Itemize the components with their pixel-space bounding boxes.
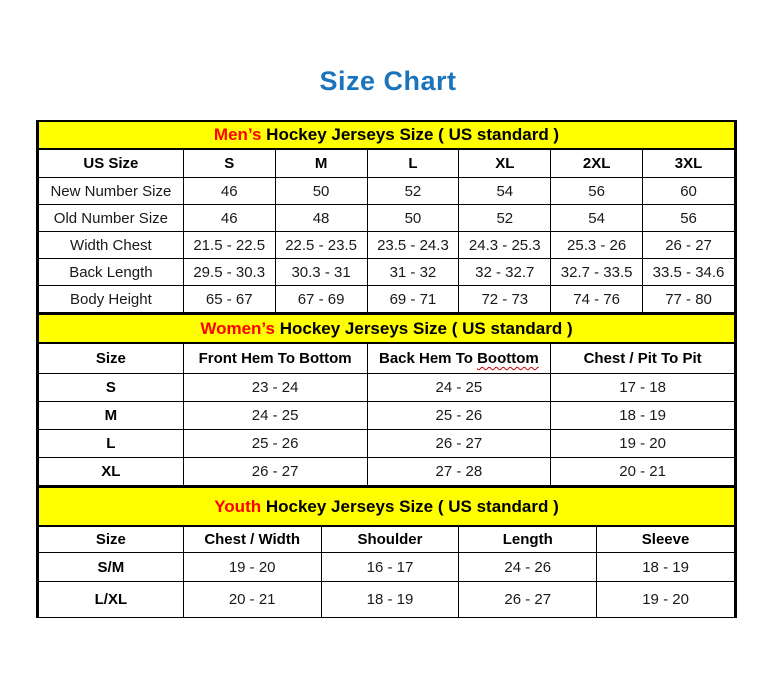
column-header-size: Size xyxy=(39,526,184,553)
cell: 24 - 25 xyxy=(367,374,551,402)
table-row-back-length xyxy=(39,259,735,286)
cell: 26 - 27 xyxy=(367,430,551,458)
cell: 17 - 18 xyxy=(551,374,735,402)
cell: 19 - 20 xyxy=(183,553,321,582)
table-row-youth-lxl xyxy=(39,582,735,618)
row-label: L/XL xyxy=(39,582,184,618)
column-header-us-size: US Size xyxy=(39,149,184,178)
table-row-width-chest xyxy=(39,232,735,259)
back-hem-label: Back Hem To xyxy=(378,350,478,367)
cell: 32 - 32.7 xyxy=(459,259,551,286)
cell: 46 xyxy=(183,205,275,232)
cell: 33.5 - 34.6 xyxy=(643,259,735,286)
cell: 18 - 19 xyxy=(597,553,735,582)
cell: 23 - 24 xyxy=(183,374,367,402)
mens-band-row xyxy=(39,122,735,149)
cell: 26 - 27 xyxy=(459,582,597,618)
womens-table-title xyxy=(39,314,735,343)
youth-table-title xyxy=(39,487,735,526)
table-row-old-number-size xyxy=(39,205,735,232)
column-header-length: Length xyxy=(459,526,597,553)
column-header-2xl: 2XL xyxy=(551,149,643,178)
cell: 25.3 - 26 xyxy=(551,232,643,259)
cell: 67 - 69 xyxy=(275,286,367,313)
size-chart-container xyxy=(36,120,737,618)
column-header-sleeve: Sleeve xyxy=(597,526,735,553)
page-title: Size Chart xyxy=(319,66,457,96)
table-row-women-s xyxy=(39,374,735,402)
womens-band-text: Hockey Jerseys Size ( US standard ) xyxy=(274,318,573,338)
column-header-l: L xyxy=(367,149,459,178)
cell: 24.3 - 25.3 xyxy=(459,232,551,259)
cell: 52 xyxy=(367,178,459,205)
table-row-women-l xyxy=(39,430,735,458)
cell: 48 xyxy=(275,205,367,232)
womens-header-row xyxy=(39,343,735,374)
mens-band-highlight: Men’s xyxy=(213,125,262,144)
cell: 72 - 73 xyxy=(459,286,551,313)
cell: 18 - 19 xyxy=(321,582,459,618)
cell: 25 - 26 xyxy=(367,402,551,430)
youth-band-highlight: Youth xyxy=(214,496,262,516)
column-header-size: Size xyxy=(39,343,184,374)
table-row-women-m xyxy=(39,402,735,430)
cell: 60 xyxy=(643,178,735,205)
womens-band-highlight: Women’s xyxy=(200,318,275,338)
mens-size-table xyxy=(38,122,735,313)
cell: 24 - 26 xyxy=(459,553,597,582)
cell: 77 - 80 xyxy=(643,286,735,313)
cell: 22.5 - 23.5 xyxy=(275,232,367,259)
row-label: Back Length xyxy=(39,259,184,286)
row-label: S/M xyxy=(39,553,184,582)
cell: 74 - 76 xyxy=(551,286,643,313)
row-label: New Number Size xyxy=(39,178,184,205)
column-header-xl: XL xyxy=(459,149,551,178)
table-row-women-xl xyxy=(39,458,735,486)
cell: 50 xyxy=(275,178,367,205)
cell: 52 xyxy=(459,205,551,232)
mens-table-title xyxy=(39,122,735,149)
row-label: XL xyxy=(39,458,184,486)
cell: 65 - 67 xyxy=(183,286,275,313)
column-header-front-hem: Front Hem To Bottom xyxy=(183,343,367,374)
youth-band-text: Hockey Jerseys Size ( US standard ) xyxy=(261,496,559,516)
cell: 69 - 71 xyxy=(367,286,459,313)
cell: 23.5 - 24.3 xyxy=(367,232,459,259)
table-row-youth-sm xyxy=(39,553,735,582)
cell: 18 - 19 xyxy=(551,402,735,430)
column-header-chest-width: Chest / Width xyxy=(183,526,321,553)
womens-size-table xyxy=(38,313,735,486)
table-row-body-height xyxy=(39,286,735,313)
cell: 46 xyxy=(183,178,275,205)
cell: 27 - 28 xyxy=(367,458,551,486)
row-label: L xyxy=(39,430,184,458)
cell: 26 - 27 xyxy=(183,458,367,486)
mens-header-row xyxy=(39,149,735,178)
cell: 31 - 32 xyxy=(367,259,459,286)
column-header-3xl: 3XL xyxy=(643,149,735,178)
cell: 19 - 20 xyxy=(551,430,735,458)
cell: 54 xyxy=(459,178,551,205)
table-row-new-number-size xyxy=(39,178,735,205)
column-header-chest-pit: Chest / Pit To Pit xyxy=(551,343,735,374)
cell: 29.5 - 30.3 xyxy=(183,259,275,286)
cell: 25 - 26 xyxy=(183,430,367,458)
cell: 30.3 - 31 xyxy=(275,259,367,286)
row-label: Old Number Size xyxy=(39,205,184,232)
youth-header-row xyxy=(39,526,735,553)
cell: 56 xyxy=(551,178,643,205)
column-header-shoulder: Shoulder xyxy=(321,526,459,553)
cell: 20 - 21 xyxy=(551,458,735,486)
youth-size-table xyxy=(38,486,735,618)
row-label: M xyxy=(39,402,184,430)
cell: 56 xyxy=(643,205,735,232)
cell: 20 - 21 xyxy=(183,582,321,618)
column-header-s: S xyxy=(183,149,275,178)
column-header-m: M xyxy=(275,149,367,178)
cell: 50 xyxy=(367,205,459,232)
row-label: Width Chest xyxy=(39,232,184,259)
cell: 32.7 - 33.5 xyxy=(551,259,643,286)
youth-band-row xyxy=(39,487,735,526)
column-header-back-hem xyxy=(367,343,551,374)
cell: 24 - 25 xyxy=(183,402,367,430)
row-label: Body Height xyxy=(39,286,184,313)
cell: 26 - 27 xyxy=(643,232,735,259)
cell: 54 xyxy=(551,205,643,232)
cell: 19 - 20 xyxy=(597,582,735,618)
row-label: S xyxy=(39,374,184,402)
cell: 21.5 - 22.5 xyxy=(183,232,275,259)
misspelled-word: Boottom xyxy=(477,350,539,367)
womens-band-row xyxy=(39,314,735,343)
cell: 16 - 17 xyxy=(321,553,459,582)
mens-band-text: Hockey Jerseys Size ( US standard ) xyxy=(261,125,560,144)
